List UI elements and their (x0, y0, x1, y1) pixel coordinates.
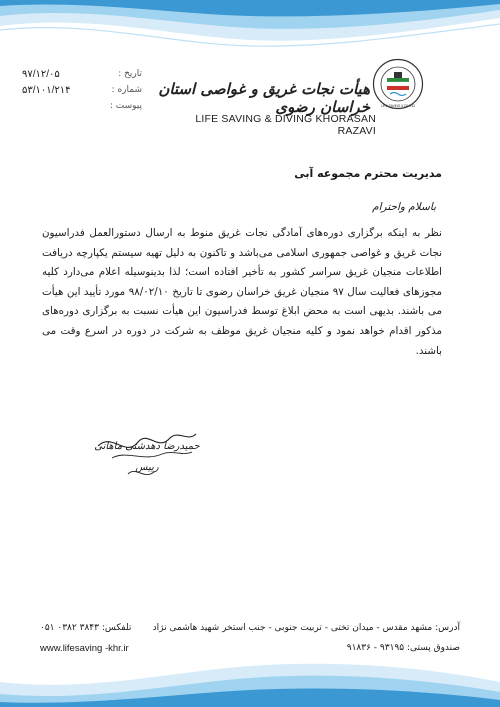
number-label: شماره : (111, 85, 142, 95)
date-value: ۹۷/۱۲/۰۵ (22, 68, 60, 80)
date-row (22, 66, 142, 82)
footer-wave-decoration (0, 652, 500, 707)
footer-po-box: صندوق پستی: ۹۳۱۹۵ - ۹۱۸۳۶ (346, 643, 460, 653)
organization-name-persian: هیأت نجات غریق و غواصی استان خراسان رضوی (158, 80, 370, 116)
footer-phone: تلفکس: ۳۸۴۳ ۰۳۸۲ ۰۵۱ (40, 623, 132, 633)
letter-meta (22, 66, 142, 114)
organization-name-english: LIFE SAVING & DIVING KHORASAN RAZAVI (195, 113, 376, 137)
attachment-row (22, 98, 142, 114)
number-row (22, 82, 142, 98)
attachment-label: پیوست : (109, 101, 142, 111)
organization-logo (372, 58, 424, 110)
letter-greeting: باسلام واحترام (372, 201, 436, 213)
signatory-name: حمیدرضا دهدشتی ماهانی (94, 441, 200, 452)
footer-address: آدرس: مشهد مقدس - میدان تختی - تربیت جنوبی - جنب استخر شهید هاشمی نژاد (152, 623, 460, 633)
letter-body: نظر به اینکه برگزاری دوره‌های آمادگی نجات غریق منوط به ارسال دستورالعمل فدراسیون نجات غریق و غواصی جمهوری اسلامی می‌باشد و تاکنون به دلیل تهیه سیستم یکپارچه دریافت اطلاعات منجیان غریق سراسر کشور به تأخیر افتاده است؛ لذا بدینوسیله اعلام می‌دارد کلیه مجوزهای فعالیت سال ۹۷ منجیان غریق خراسان رضوی تا تاریخ ۹۸/۰۲/۱۰ مورد تأیید این هیأت می باشند. بدیهی است به محض ابلاغ توسط فدراسیون این هیأت نسبت به برگزاری دوره‌های مذکور اقدام خواهد نمود و کلیه منجیان غریق موظف به شرکت در دوره در اسرع وقت می باشند. (42, 227, 442, 357)
date-label: تاریخ : (118, 69, 142, 79)
header-wave-decoration (0, 0, 500, 60)
letter-recipient: مدیریت محترم مجموعه آبی (294, 167, 442, 180)
signatory-title: رییس (135, 462, 159, 473)
footer-website: www.lifesaving -khr.ir (40, 643, 129, 654)
logo-text: LIFE SAVING & DIVING (380, 104, 416, 108)
number-value: ۵۳/۱۰۱/۲۱۴ (22, 84, 71, 96)
